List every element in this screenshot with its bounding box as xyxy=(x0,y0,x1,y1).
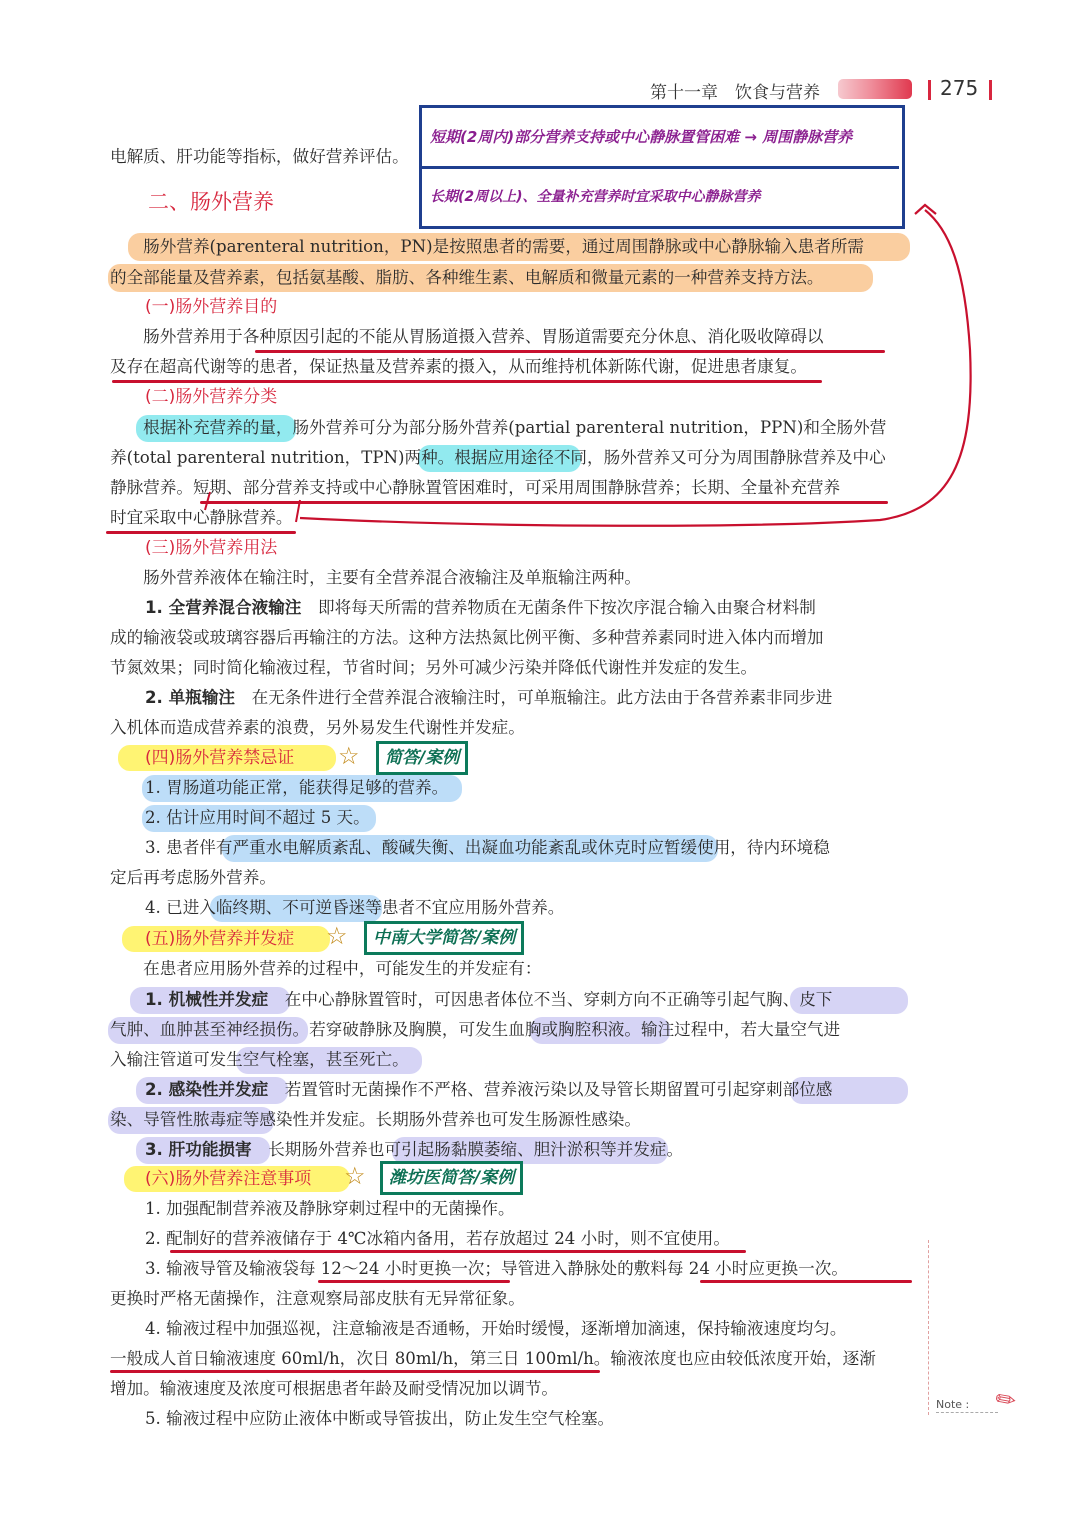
body-line: 根据补充营养的量，肠外营养可分为部分肠外营养(partial parenteral nutrition，PPN)和全肠外营 xyxy=(110,418,887,437)
subsection-heading: (四)肠外营养禁忌证 xyxy=(145,748,295,768)
body-line xyxy=(145,1135,910,1165)
body-line: 2. 配制好的营养液储存于 4℃冰箱内备用，若存放超过 24 小时，则不宜使用。 xyxy=(145,1229,730,1248)
star-icon: ☆ xyxy=(338,742,360,770)
inline-text: 在中心静脉置管时，可因患者体位不当、穿刺方向不正确等引起气胸、皮下 xyxy=(268,990,833,1009)
underline xyxy=(110,1370,600,1373)
star-icon: ☆ xyxy=(326,922,348,950)
note-label: Note : xyxy=(936,1398,970,1411)
body-line xyxy=(145,1075,910,1105)
note-line xyxy=(936,1412,998,1413)
body-line: 2. 估计应用时间不超过 5 天。 xyxy=(145,808,370,827)
body-line: 电解质、肝功能等指标，做好营养评估。 xyxy=(110,147,409,166)
body-line: 入输注管道可发生空气栓塞，甚至死亡。 xyxy=(110,1050,409,1069)
body-line: 气肿、血肿甚至神经损伤。若穿破静脉及胸膜，可发生血胸或胸腔积液。输注过程中，若大量空气进 xyxy=(110,1020,841,1039)
inline-bold: 3. 肝功能损害 xyxy=(145,1140,252,1159)
section-heading: 二、肠外营养 xyxy=(148,190,274,214)
handwritten-note-line: 长期(2周以上)、全量补充营养时宜采取中心静脉营养 xyxy=(430,189,761,205)
subsection-heading: (二)肠外营养分类 xyxy=(145,387,278,407)
body-line: 的全部能量及营养素，包括氨基酸、脂肪、各种维生素、电解质和微量元素的一种营养支持方法。 xyxy=(110,268,824,287)
body-line xyxy=(145,985,910,1015)
body-line: 在患者应用肠外营养的过程中，可能发生的并发症有： xyxy=(110,959,542,978)
handwritten-tag: 简答/案例 xyxy=(376,741,468,775)
body-line: 肠外营养用于各种原因引起的不能从胃肠道摄入营养、胃肠道需要充分休息、消化吸收障碍以 xyxy=(110,327,824,346)
margin-border xyxy=(928,1240,929,1415)
body-line: 一般成人首日输液速度 60ml/h，次日 80ml/h，第三日 100ml/h。输液浓度也应由较低浓度开始，逐渐 xyxy=(110,1349,876,1368)
handwritten-note-line: 短期(2周内)部分营养支持或中心静脉置管困难 → 周围静脉营养 xyxy=(430,128,853,146)
body-line: 节氮效果；同时简化输液过程，节省时间；另外可减少污染并降低代谢性并发症的发生。 xyxy=(110,658,758,677)
inline-text: 即将每天所需的营养物质在无菌条件下按次序混合输入由聚合材料制 xyxy=(301,598,816,617)
inline-text: 长期肠外营养也可引起肠黏膜萎缩、胆汁淤积等并发症。 xyxy=(251,1140,684,1159)
inline-text: 若置管时无菌操作不严格、营养液污染以及导管长期留置可引起穿刺部位感 xyxy=(268,1080,833,1099)
body-line: 及存在超高代谢等的患者，保证热量及营养素的摄入，从而维持机体新陈代谢，促进患者康复。 xyxy=(110,357,807,376)
subsection-heading: (一)肠外营养目的 xyxy=(145,297,278,317)
body-line: 更换时严格无菌操作，注意观察局部皮肤有无异常征象。 xyxy=(110,1289,525,1308)
body-line: 3. 患者伴有严重水电解质紊乱、酸碱失衡、出凝血功能紊乱或休克时应暂缓使用，待内环境稳 xyxy=(145,838,830,857)
body-line: 定后再考虑肠外营养。 xyxy=(110,868,276,887)
underline xyxy=(700,1280,912,1283)
body-line xyxy=(145,593,910,623)
body-line: 3. 输液导管及输液袋每 12～24 小时更换一次；导管进入静脉处的敷料每 24 小时应更换一次。 xyxy=(145,1259,848,1278)
star-icon: ☆ xyxy=(344,1162,366,1190)
body-line: 4. 输液过程中加强巡视，注意输液是否通畅，开始时缓慢，逐渐增加滴速，保持输液速度均匀。 xyxy=(145,1319,847,1338)
inline-bold: 1. 机械性并发症 xyxy=(145,990,269,1009)
inline-bold: 2. 单瓶输注 xyxy=(145,688,236,707)
body-line: 静脉营养。短期、部分营养支持或中心静脉置管困难时，可采用周围静脉营养；长期、全量补充营养 xyxy=(110,478,841,497)
inline-bold: 1. 全营养混合液输注 xyxy=(145,598,302,617)
underline xyxy=(318,1280,510,1283)
body-line: 染、导管性脓毒症等感染性并发症。长期肠外营养也可发生肠源性感染。 xyxy=(110,1110,641,1129)
body-line: 肠外营养(parenteral nutrition，PN)是按照患者的需要，通过周围静脉或中心静脉输入患者所需 xyxy=(110,237,865,256)
body-line: 1. 加强配制营养液及静脉穿刺过程中的无菌操作。 xyxy=(145,1199,515,1218)
underline xyxy=(170,1250,746,1253)
body-line: 5. 输液过程中应防止液体中断或导管拔出，防止发生空气栓塞。 xyxy=(145,1409,615,1428)
body-line: 成的输液袋或玻璃容器后再输注的方法。这种方法热氮比例平衡、多种营养素同时进入体内而增加 xyxy=(110,628,824,647)
body-line: 时宜采取中心静脉营养。 xyxy=(110,508,293,527)
body-line xyxy=(145,683,910,713)
body-line: 养(total parenteral nutrition，TPN)两种。根据应用途径不同，肠外营养又可分为周围静脉营养及中心 xyxy=(110,448,886,467)
inline-bold: 2. 感染性并发症 xyxy=(145,1080,269,1099)
handwritten-tag: 中南大学简答/案例 xyxy=(364,921,524,955)
body-line: 肠外营养液体在输注时，主要有全营养混合液输注及单瓶输注两种。 xyxy=(110,568,641,587)
handwritten-tag: 潍坊医简答/案例 xyxy=(380,1161,523,1195)
subsection-heading: (五)肠外营养并发症 xyxy=(145,929,295,949)
body-line: 1. 胃肠道功能正常，能获得足够的营养。 xyxy=(145,778,449,797)
chapter-title: 第十一章 饮食与营养 xyxy=(650,83,820,103)
subsection-heading: (六)肠外营养注意事项 xyxy=(145,1169,312,1189)
body-line: 4. 已进入临终期、不可逆昏迷等患者不宜应用肠外营养。 xyxy=(145,898,565,917)
page-number: 275 xyxy=(940,76,979,100)
body-line: 入机体而造成营养素的浪费，另外易发生代谢性并发症。 xyxy=(110,718,525,737)
subsection-heading: (三)肠外营养用法 xyxy=(145,538,278,558)
body-line: 增加。输液速度及浓度可根据患者年龄及耐受情况加以调节。 xyxy=(110,1379,559,1398)
inline-text: 在无条件进行全营养混合液输注时，可单瓶输注。此方法由于各营养素非同步进 xyxy=(235,688,833,707)
pen-icon: ✎ xyxy=(989,1382,1023,1418)
